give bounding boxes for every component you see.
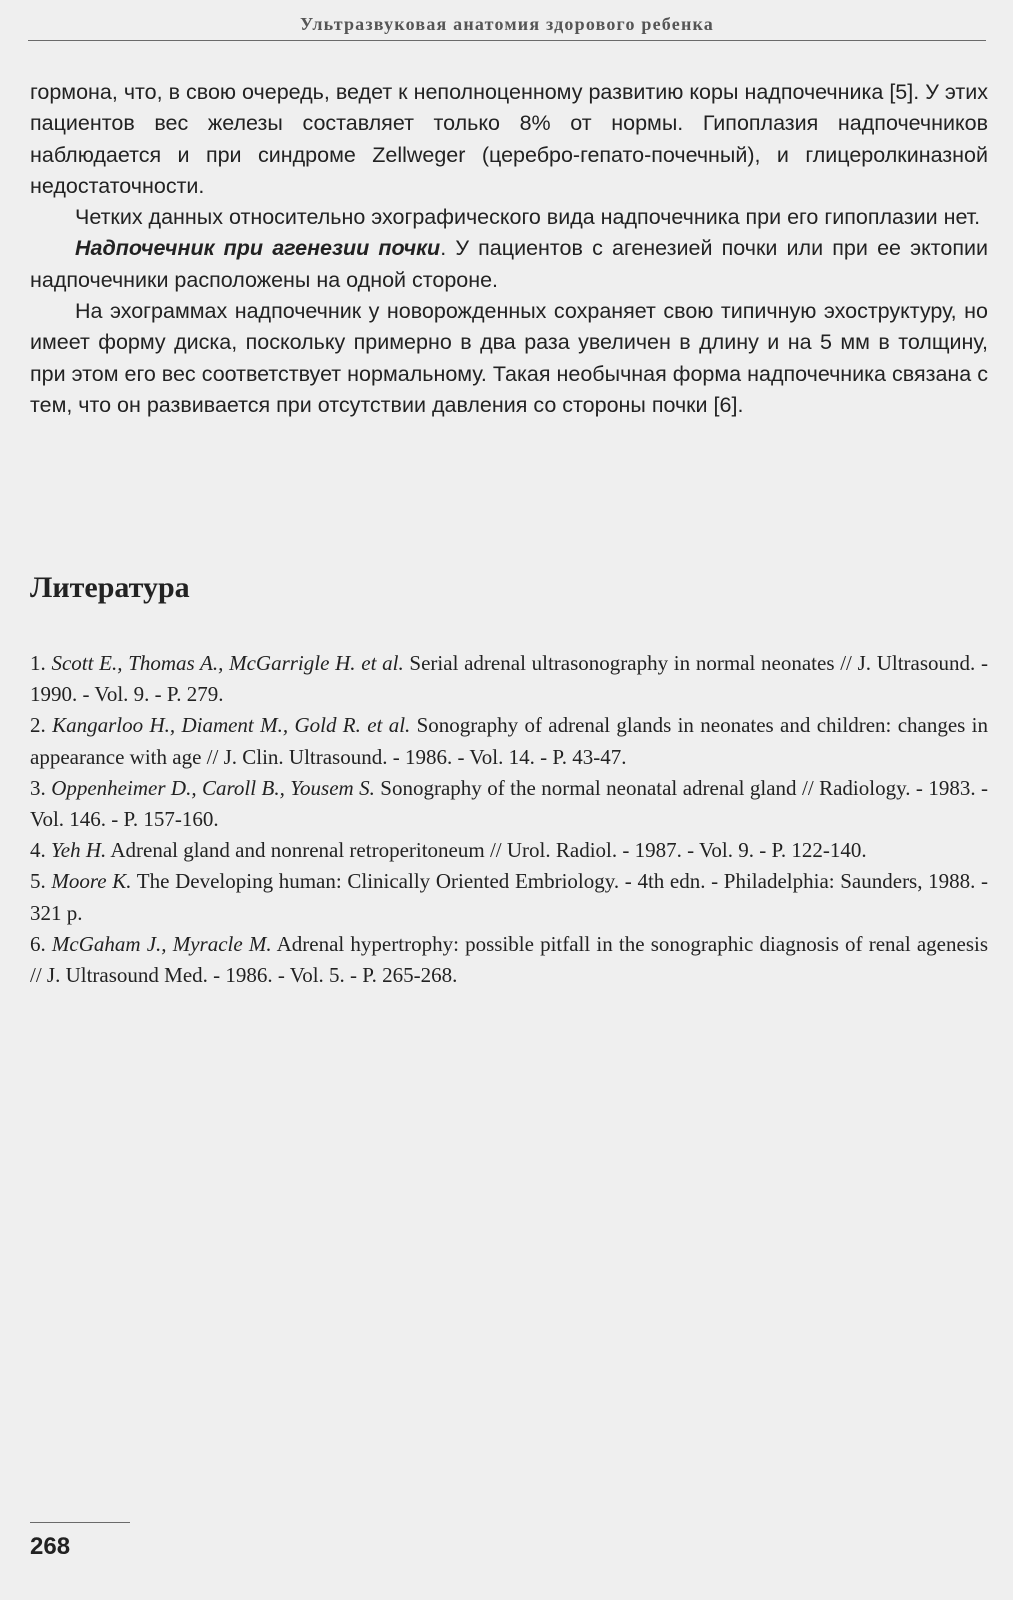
reference-list xyxy=(30,648,988,991)
page-number: 268 xyxy=(30,1533,71,1560)
reference-number: 2. xyxy=(30,713,46,738)
body-text xyxy=(30,77,988,421)
reference-authors: McGaham J., Myracle M. xyxy=(51,931,272,956)
references-title: Литература xyxy=(30,571,190,604)
reference-number: 4. xyxy=(30,838,46,863)
reference-text: Serial adrenal ultrasonography in normal neonates // J. Ultrasound. - 1990. - Vol. 9. - P. 279. xyxy=(30,651,988,707)
footer-rule xyxy=(30,1522,130,1523)
reference-text: Sonography of the normal neonatal adrenal gland // Radiology. - 1983. - Vol. 146. - P. 157-160. xyxy=(30,775,988,832)
reference-text: Adrenal hypertrophy: possible pitfall in the sonographic diagnosis of renal agenesis // J. Ultrasound Med. - 1986. - Vol. 5. - P. 265-268. xyxy=(30,931,988,988)
reference-item xyxy=(30,929,988,991)
run-in-heading: Надпочечник при агенезии почки xyxy=(75,236,441,261)
reference-number: 3. xyxy=(30,775,46,800)
paragraph-2: Четких данных относительно эхографического вида надпочечника при его гипоплазии нет. xyxy=(75,205,981,230)
reference-authors: Oppenheimer D., Caroll B., Yousem S. xyxy=(51,775,375,800)
reference-authors: Yeh H. xyxy=(51,838,107,863)
reference-authors: Scott E., Thomas A., McGarrigle H. et al. xyxy=(51,651,404,675)
reference-text: The Developing human: Clinically Oriented Embriology. - 4th edn. - Philadelphia: Saunders, 1988. - 321 p. xyxy=(30,869,989,925)
reference-authors: Kangarloo H., Diament M., Gold R. et al. xyxy=(52,713,411,738)
header-rule xyxy=(28,40,986,41)
reference-number: 1. xyxy=(30,651,46,675)
paragraph-1: гормона, что, в свою очередь, ведет к неполноценному развитию коры надпочечника [5]. У этих пациентов вес железы составляет только 8% от нормы. Гипоплазия надпочечников наблюдается и при синдроме Zellweger (церебро-гепато-почечный), и глицеролкиназной недостаточности. xyxy=(30,80,988,198)
reference-item xyxy=(30,773,988,835)
running-head: Ультразвуковая анатомия здорового ребенка xyxy=(299,14,715,34)
reference-number: 6. xyxy=(30,931,46,956)
reference-item xyxy=(30,866,988,928)
reference-item xyxy=(30,835,988,866)
reference-authors: Moore K. xyxy=(51,869,132,894)
reference-item xyxy=(30,710,988,772)
paragraph-3-text: . У пациентов с агенезией почки или при ее эктопии надпочечники расположены на одной стороне. xyxy=(30,236,988,292)
paragraph-4: На эхограммах надпочечник у новорожденных сохраняет свою типичную эхоструктуру, но имеет форму диска, поскольку примерно в два раза увеличен в длину и на 5 мм в толщину, при этом его вес соответствует нормальному. Такая необычная форма надпочечника связана с тем, что он развивается при отсутствии давления со стороны почки [6]. xyxy=(30,299,988,417)
reference-number: 5. xyxy=(30,869,46,894)
reference-text: Sonography of adrenal glands in neonates and children: changes in appearance with age // J. Clin. Ultrasound. - 1986. - Vol. 14. - P. 43-47. xyxy=(30,713,989,769)
paragraph-3 xyxy=(30,233,988,296)
reference-item xyxy=(30,648,988,710)
reference-text: Adrenal gland and nonrenal retroperitoneum // Urol. Radiol. - 1987. - Vol. 9. - P. 122-140. xyxy=(106,838,867,863)
